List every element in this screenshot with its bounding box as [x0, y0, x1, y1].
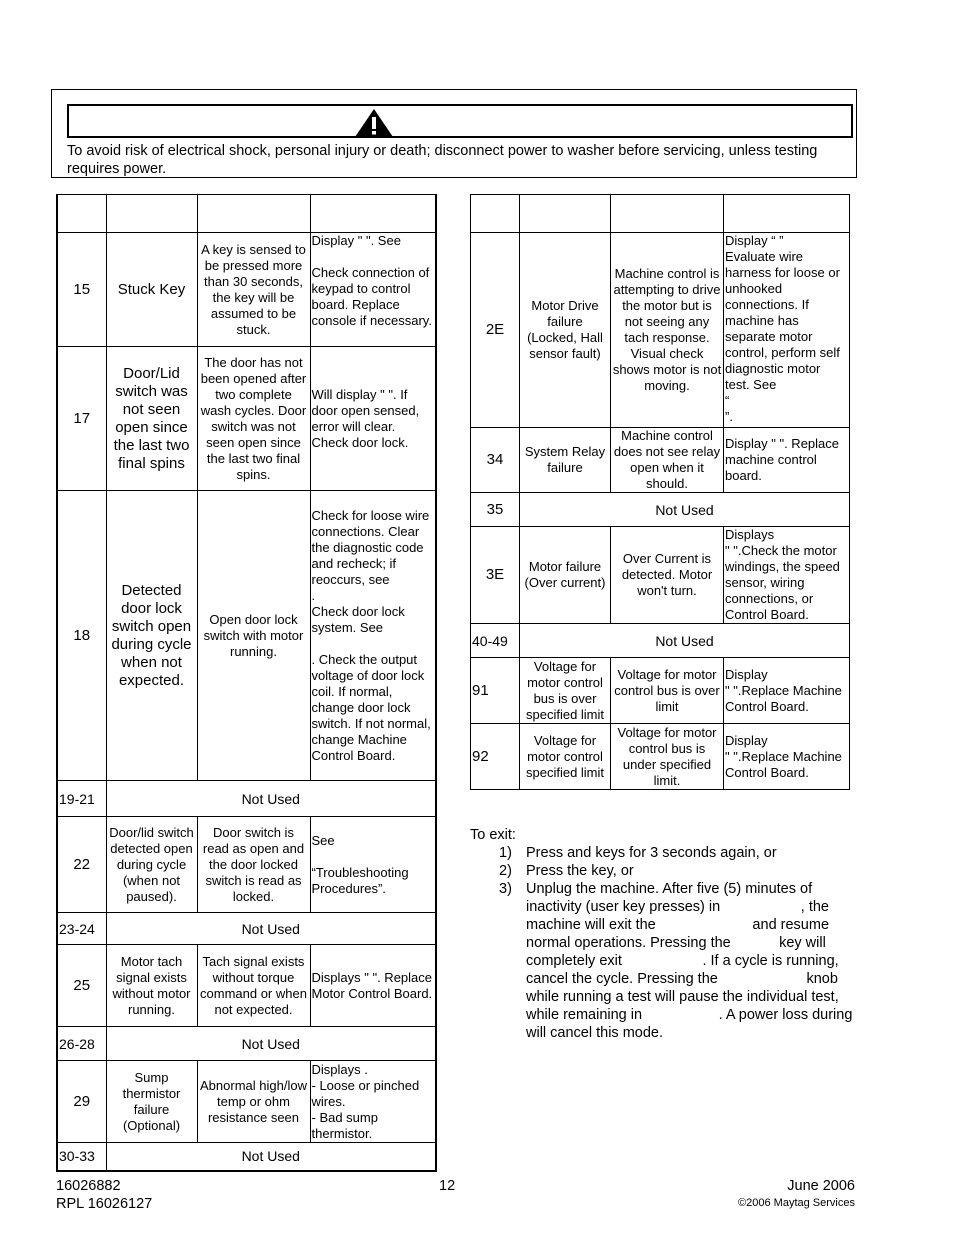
error-code: 15 — [57, 233, 106, 347]
error-action: Will display " ". If door open sensed, error will clear. Check door lock. — [310, 347, 436, 491]
error-cause: Voltage for motor control bus is over limit — [611, 658, 724, 724]
error-code: 35 — [471, 493, 520, 527]
error-name: Motor tach signal exists without motor running. — [106, 945, 197, 1027]
error-code: 30-33 — [57, 1143, 106, 1171]
error-cause: Open door lock switch with motor running. — [197, 491, 310, 781]
warning-triangle-icon — [354, 108, 394, 143]
table-row — [57, 233, 436, 347]
error-code: 29 — [57, 1061, 106, 1143]
table-row — [57, 781, 436, 817]
warning-text: To avoid risk of electrical shock, personal injury or death; disconnect power to washer before servicing, unless testing requires power. — [67, 143, 818, 177]
error-action: Displays . - Loose or pinched wires. - Bad sump thermistor. — [310, 1061, 436, 1143]
not-used-label: Not Used — [520, 624, 850, 658]
error-action: See “Troubleshooting Procedures”. — [310, 817, 436, 913]
table-row — [57, 1143, 436, 1171]
list-item — [470, 844, 860, 862]
error-cause: Tach signal exists without torque command or when not expected. — [197, 945, 310, 1027]
error-code: 17 — [57, 347, 106, 491]
error-code-table-right — [470, 194, 850, 790]
error-cause: Door switch is read as open and the door locked switch is read as locked. — [197, 817, 310, 913]
table-row — [57, 1027, 436, 1061]
error-cause: Machine control is attempting to drive the motor but is not seeing any tach response. Visual check shows motor is not moving. — [611, 233, 724, 428]
error-code: 26-28 — [57, 1027, 106, 1061]
table-row — [471, 428, 850, 493]
step-number: 2) — [499, 863, 512, 879]
table-row — [471, 233, 850, 428]
step-text: Unplug the machine. After five (5) minutes of inactivity (user key presses) in , the machine will exit the and resume normal operations. Pressing the key will completely exit . If a cycle is running, cancel the cycle. Pressing the knob while running a test will pause the individual test, while remaining in . A power loss during will cancel this mode. — [526, 881, 905, 1041]
error-code: 34 — [471, 428, 520, 493]
error-name: Door/Lid switch was not seen open since the last two final spins — [106, 347, 197, 491]
exit-title: To exit: — [470, 827, 516, 843]
error-code: 2E — [471, 233, 520, 428]
error-code: 91 — [471, 658, 520, 724]
page-number: 12 — [439, 1178, 456, 1194]
step-text: Press and keys for 3 seconds again, or — [526, 845, 777, 861]
exit-steps-list — [470, 844, 905, 1042]
step-text: Press the key, or — [526, 863, 634, 879]
error-name: Door/lid switch detected open during cycle (when not paused). — [106, 817, 197, 913]
table-header-row — [471, 195, 850, 233]
error-code: 3E — [471, 527, 520, 624]
table-row — [471, 724, 850, 790]
error-cause: Over Current is detected. Motor won't turn. — [611, 527, 724, 624]
not-used-label: Not Used — [106, 1027, 436, 1061]
warning-banner — [67, 104, 853, 138]
rpl-number: RPL 16026127 — [56, 1196, 153, 1212]
error-cause: Machine control does not see relay open when it should. — [611, 428, 724, 493]
error-name: Motor Drive failure (Locked, Hall sensor fault) — [520, 233, 611, 428]
error-code-table-left — [56, 194, 437, 1172]
error-action: Display " ". See Check connection of keypad to control board. Replace console if necessary. — [310, 233, 436, 347]
error-cause: The door has not been opened after two complete wash cycles. Door switch was not seen open since the last two final spins. — [197, 347, 310, 491]
error-cause: Voltage for motor control bus is under specified limit. — [611, 724, 724, 790]
error-name: Motor failure (Over current) — [520, 527, 611, 624]
error-name: Sump thermistor failure (Optional) — [106, 1061, 197, 1143]
footer-date: June 2006 — [787, 1178, 855, 1194]
list-item — [470, 880, 905, 1042]
table-row — [57, 913, 436, 945]
table-row — [471, 527, 850, 624]
error-code: 92 — [471, 724, 520, 790]
error-name: Voltage for motor control specified limit — [520, 724, 611, 790]
error-action: Display " ".Replace Machine Control Board. — [724, 658, 850, 724]
table-row — [57, 491, 436, 781]
error-name: Voltage for motor control bus is over specified limit — [520, 658, 611, 724]
error-code: 23-24 — [57, 913, 106, 945]
table-row — [57, 347, 436, 491]
copyright: ©2006 Maytag Services — [738, 1197, 855, 1209]
table-row — [57, 1061, 436, 1143]
error-action: Display “ ” Evaluate wire harness for loose or unhooked connections. If machine has separate motor control, perform self diagnostic motor test. See “ ”. — [724, 233, 850, 428]
step-number: 1) — [499, 845, 512, 861]
error-code: 22 — [57, 817, 106, 913]
table-row — [471, 493, 850, 527]
error-name: Stuck Key — [106, 233, 197, 347]
error-code: 18 — [57, 491, 106, 781]
error-action: Displays " ". Replace Motor Control Board. — [310, 945, 436, 1027]
table-row — [57, 817, 436, 913]
error-cause: Abnormal high/low temp or ohm resistance seen — [197, 1061, 310, 1143]
error-action: Check for loose wire connections. Clear the diagnostic code and recheck; if reoccurs, see . Check door lock system. See . Check the output voltage of door lock coil. If normal, change door lock switch. If not normal, change Machine Control Board. — [310, 491, 436, 781]
error-code: 40-49 — [471, 624, 520, 658]
not-used-label: Not Used — [106, 913, 436, 945]
not-used-label: Not Used — [106, 1143, 436, 1171]
error-code: 25 — [57, 945, 106, 1027]
list-item — [470, 862, 860, 880]
table-row — [471, 624, 850, 658]
exit-instructions — [470, 826, 905, 1042]
doc-number: 16026882 — [56, 1178, 121, 1194]
table-header-row — [57, 195, 436, 233]
error-action: Display " ". Replace machine control board. — [724, 428, 850, 493]
error-action: Displays " ".Check the motor windings, the speed sensor, wiring connections, or Control Board. — [724, 527, 850, 624]
error-cause: A key is sensed to be pressed more than 30 seconds, the key will be assumed to be stuck. — [197, 233, 310, 347]
error-code: 19-21 — [57, 781, 106, 817]
table-row — [57, 945, 436, 1027]
not-used-label: Not Used — [106, 781, 436, 817]
step-number: 3) — [499, 881, 512, 897]
error-action: Display " ".Replace Machine Control Board. — [724, 724, 850, 790]
error-name: Detected door lock switch open during cycle when not expected. — [106, 491, 197, 781]
error-name: System Relay failure — [520, 428, 611, 493]
not-used-label: Not Used — [520, 493, 850, 527]
table-row — [471, 658, 850, 724]
